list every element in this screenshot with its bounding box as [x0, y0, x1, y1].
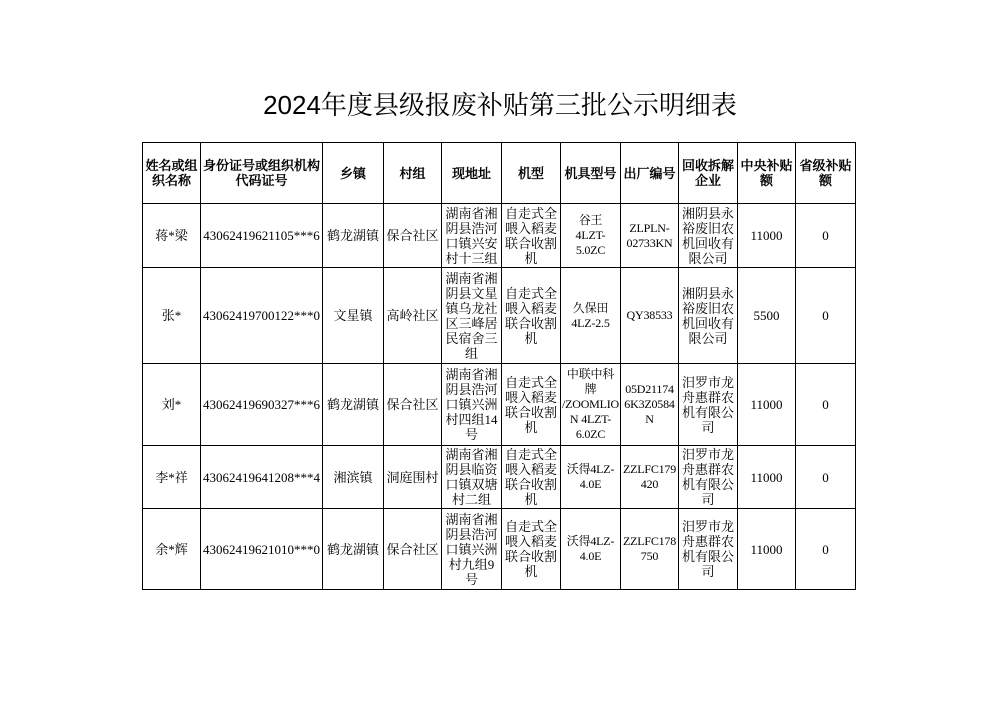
table-row: [143, 509, 856, 590]
cell-provincial-subsidy: 0: [796, 268, 856, 364]
column-header-address: 现地址: [442, 143, 502, 204]
cell-machine-type: 自走式全 喂入稻麦 联合收割 机: [502, 509, 561, 590]
cell-recycler: 汨罗市龙 舟惠群农 机有限公 司: [679, 446, 738, 509]
column-header-village: 村组: [384, 143, 442, 204]
cell-serial-number: ZZLFC179 420: [621, 446, 679, 509]
cell-address: 湖南省湘 阴县临资 口镇双塘 村二组: [442, 446, 502, 509]
header-row: [143, 143, 856, 204]
cell-township: 鹤龙湖镇: [323, 364, 384, 446]
cell-address: 湖南省湘 阴县浩河 口镇兴安 村十三组: [442, 204, 502, 268]
cell-machine-type: 自走式全 喂入稻麦 联合收割 机: [502, 446, 561, 509]
cell-serial-number: QY38533: [621, 268, 679, 364]
cell-id-number: 43062419621010***0: [201, 509, 323, 590]
cell-village: 保合社区: [384, 204, 442, 268]
cell-model: 沃得4LZ- 4.0E: [561, 509, 621, 590]
cell-recycler: 湘阴县永 裕废旧农 机回收有 限公司: [679, 268, 738, 364]
cell-central-subsidy: 11000: [738, 446, 796, 509]
cell-model: 沃得4LZ- 4.0E: [561, 446, 621, 509]
cell-village: 洞庭围村: [384, 446, 442, 509]
cell-central-subsidy: 5500: [738, 268, 796, 364]
cell-machine-type: 自走式全 喂入稻麦 联合收割 机: [502, 268, 561, 364]
cell-id-number: 43062419621105***6: [201, 204, 323, 268]
column-header-model: 机具型号: [561, 143, 621, 204]
cell-name: 张*: [143, 268, 201, 364]
cell-provincial-subsidy: 0: [796, 364, 856, 446]
column-header-name: 姓名或组 织名称: [143, 143, 201, 204]
table-row: [143, 204, 856, 268]
cell-name: 余*辉: [143, 509, 201, 590]
cell-model: 久保田 4LZ-2.5: [561, 268, 621, 364]
cell-id-number: 43062419700122***0: [201, 268, 323, 364]
cell-village: 高岭社区: [384, 268, 442, 364]
cell-serial-number: 05D21174 6K3Z0584 N: [621, 364, 679, 446]
cell-village: 保合社区: [384, 509, 442, 590]
cell-model: 中联中科 牌 /ZOOMLIO N 4LZT- 6.0ZC: [561, 364, 621, 446]
cell-serial-number: ZLPLN- 02733KN: [621, 204, 679, 268]
cell-central-subsidy: 11000: [738, 364, 796, 446]
cell-recycler: 汨罗市龙 舟惠群农 机有限公 司: [679, 364, 738, 446]
column-header-central-subsidy: 中央补贴 额: [738, 143, 796, 204]
cell-village: 保合社区: [384, 364, 442, 446]
column-header-recycler: 回收拆解 企业: [679, 143, 738, 204]
cell-address: 湖南省湘 阴县浩河 口镇兴洲 村九组9 号: [442, 509, 502, 590]
cell-central-subsidy: 11000: [738, 204, 796, 268]
cell-machine-type: 自走式全 喂入稻麦 联合收割 机: [502, 204, 561, 268]
table-row: [143, 268, 856, 364]
column-header-township: 乡镇: [323, 143, 384, 204]
cell-id-number: 43062419641208***4: [201, 446, 323, 509]
column-header-id-number: 身份证号或组织机构 代码证号: [201, 143, 323, 204]
cell-central-subsidy: 11000: [738, 509, 796, 590]
cell-address: 湖南省湘 阴县浩河 口镇兴洲 村四组14 号: [442, 364, 502, 446]
cell-name: 蒋*梁: [143, 204, 201, 268]
cell-recycler: 湘阴县永 裕废旧农 机回收有 限公司: [679, 204, 738, 268]
cell-township: 鹤龙湖镇: [323, 204, 384, 268]
cell-machine-type: 自走式全 喂入稻麦 联合收割 机: [502, 364, 561, 446]
cell-provincial-subsidy: 0: [796, 446, 856, 509]
table-row: [143, 364, 856, 446]
cell-model: 谷王 4LZT- 5.0ZC: [561, 204, 621, 268]
cell-name: 李*祥: [143, 446, 201, 509]
page-title: 2024年度县级报废补贴第三批公示明细表: [263, 90, 737, 120]
cell-recycler: 汨罗市龙 舟惠群农 机有限公 司: [679, 509, 738, 590]
subsidy-table: [142, 142, 856, 590]
table-row: [143, 446, 856, 509]
column-header-serial-number: 出厂编号: [621, 143, 679, 204]
cell-provincial-subsidy: 0: [796, 509, 856, 590]
column-header-machine-type: 机型: [502, 143, 561, 204]
cell-address: 湖南省湘 阴县文星 镇乌龙社 区三峰居 民宿舍三 组: [442, 268, 502, 364]
cell-township: 文星镇: [323, 268, 384, 364]
cell-township: 湘滨镇: [323, 446, 384, 509]
cell-serial-number: ZZLFC178 750: [621, 509, 679, 590]
cell-id-number: 43062419690327***6: [201, 364, 323, 446]
cell-provincial-subsidy: 0: [796, 204, 856, 268]
column-header-provincial-subsidy: 省级补贴 额: [796, 143, 856, 204]
cell-name: 刘*: [143, 364, 201, 446]
cell-township: 鹤龙湖镇: [323, 509, 384, 590]
